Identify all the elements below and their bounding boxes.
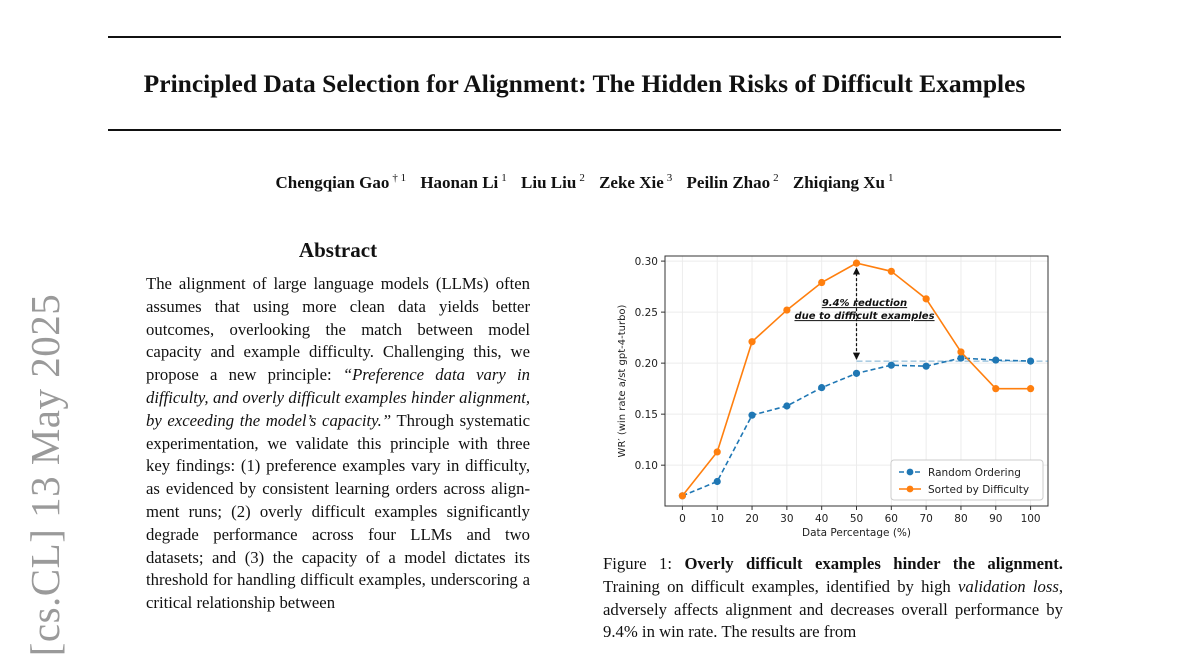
abstract-text-continued: Through systematic experimentation, we validate this principle with three key findings: (1) preference examples vary in difficulty, as evidenced by consistent learning orders across alignment runs; (2) overly difficult examples significantly degrade performance across four LLMs and two datasets; and (3) the capacity of a model dictates its threshold for handling difficult examples, underscoring a critical relationship between: [146, 410, 531, 613]
author-name: Peilin Zhao: [686, 172, 771, 192]
title-bottom-rule: [108, 129, 1061, 131]
series-point-1: [783, 306, 790, 313]
author-name: Chengqian Gao: [275, 172, 390, 192]
author: [687, 173, 779, 192]
y-tick-label: 0.20: [634, 358, 658, 371]
paper-title: Principled Data Selection for Alignment: The Hidden Risks of Difficult Examples: [143, 69, 1026, 98]
author: [793, 173, 894, 192]
abstract-heading: Abstract: [298, 238, 378, 262]
y-tick-label: 0.15: [634, 409, 658, 422]
abstract-text: The alignment of large language models (LLMs) often assumes that using more clean data yields better outcomes, overlooking the match between model capacity and example difficulty. Challenging this, we propose a new principle:: [146, 274, 530, 385]
annotation-line-1: 9.4% reduction: [821, 298, 908, 310]
x-tick-label: 100: [1020, 513, 1041, 525]
abstract-body: [146, 273, 530, 615]
x-tick-label: 30: [780, 513, 794, 525]
x-tick-label: 20: [745, 513, 759, 525]
author: [599, 173, 672, 192]
series-point-1: [1027, 385, 1034, 392]
caption-text: Training on difficult examples, identified by high: [603, 576, 958, 596]
series-point-0: [992, 356, 999, 363]
abstract-principle-quote: “Preference data vary in difficulty, and overly difficult examples hinder alignment, by exceeding the model’s capacity.”: [146, 365, 530, 430]
author-affiliation: 1: [888, 172, 894, 184]
caption-bold: Overly difficult examples hinder the alignment.: [684, 554, 1063, 573]
author-name: Liu Liu: [521, 172, 577, 192]
x-tick-label: 0: [679, 513, 686, 525]
caption-label: Figure 1:: [603, 554, 685, 573]
y-axis-label: WR′ (win rate a/st gpt-4-turbo): [617, 304, 628, 458]
y-tick-label: 0.30: [634, 256, 658, 269]
legend-label: Random Ordering: [928, 467, 1021, 479]
x-tick-label: 40: [814, 513, 829, 525]
series-point-0: [818, 384, 825, 391]
caption-italic: validation loss: [957, 576, 1059, 596]
x-tick-label: 60: [884, 513, 899, 525]
legend-label: Sorted by Difficulty: [928, 484, 1030, 496]
x-tick-label: 70: [919, 513, 933, 525]
series-point-0: [923, 363, 930, 370]
series-point-0: [748, 412, 755, 419]
x-tick-label: 80: [954, 513, 968, 525]
author: [420, 173, 506, 192]
series-point-0: [783, 402, 790, 409]
x-axis-label: Data Percentage (%): [802, 527, 911, 539]
author-affiliation: 1: [501, 172, 507, 184]
series-point-1: [992, 385, 999, 392]
x-tick-label: 50: [849, 513, 864, 525]
author-affiliation: 3: [666, 172, 673, 184]
series-point-0: [888, 362, 895, 369]
series-point-0: [714, 478, 721, 485]
series-point-1: [748, 338, 755, 345]
arxiv-stamp-text: [cs.CL] 13 May 2025: [22, 293, 68, 656]
author-list: [108, 172, 1061, 193]
x-tick-label: 90: [989, 513, 1003, 525]
author-name: Zhiqiang Xu: [792, 172, 886, 192]
author: [275, 173, 406, 192]
author-affiliation: † 1: [392, 172, 407, 184]
series-point-1: [714, 448, 721, 455]
legend-swatch-marker: [907, 469, 914, 476]
line-chart: [603, 248, 1063, 548]
author: [521, 173, 585, 192]
y-tick-label: 0.25: [634, 307, 658, 320]
author-name: Haonan Li: [420, 172, 499, 192]
legend-swatch-marker: [907, 486, 914, 493]
author-affiliation: 2: [579, 172, 585, 184]
x-tick-label: 10: [710, 513, 724, 525]
series-point-0: [853, 370, 860, 377]
author-name: Zeke Xie: [599, 172, 664, 192]
y-tick-label: 0.10: [634, 460, 658, 473]
series-point-1: [957, 348, 964, 355]
series-point-1: [888, 268, 895, 275]
arxiv-side-stamp: [6, 293, 84, 656]
author-affiliation: 2: [773, 172, 779, 184]
series-point-1: [853, 260, 860, 267]
figure-caption: [603, 553, 1063, 644]
caption-text-continued: , adversely affects alignment and decreases overall performance by 9.4% in win rate. The results are from: [603, 576, 1063, 642]
annotation-line-2: due to difficult examples: [794, 311, 935, 323]
title-top-rule: [108, 36, 1061, 38]
figure-1: [603, 248, 1063, 548]
series-point-1: [818, 279, 825, 286]
series-point-1: [923, 295, 930, 302]
series-point-1: [679, 492, 686, 499]
